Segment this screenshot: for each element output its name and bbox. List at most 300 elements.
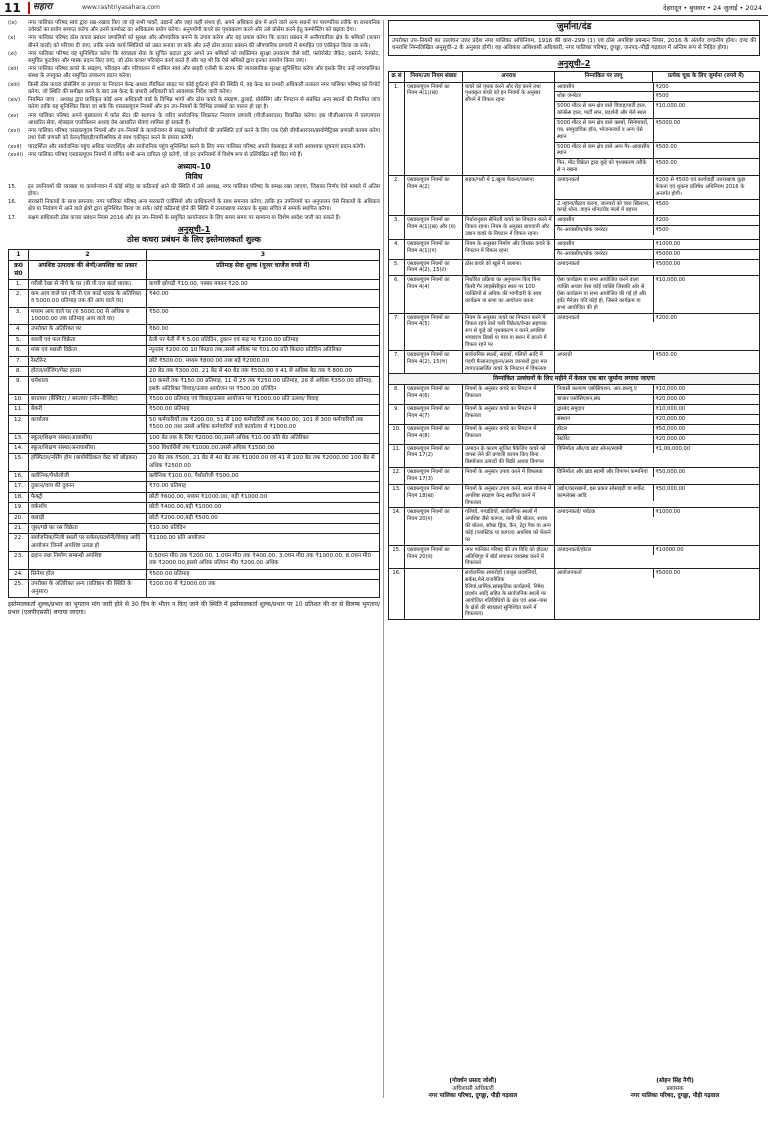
- row-category: कार्यालय: [29, 415, 147, 433]
- row-fine: ₹200 से ₹500 एवं कार्यवाही उत्तराखण्ड कूड़ा फेंकना एवं थूकना प्रतिषेध अधिनियम 2016 के अन्तर्गत होगी।: [653, 176, 759, 199]
- row-serial: 8.: [389, 385, 405, 405]
- row-applies: आवासीय: [555, 240, 653, 249]
- applies-fine-item: [555, 569, 759, 578]
- row-rule: एसडब्ल्यूएम नियमों का नियम 17(3): [405, 468, 463, 485]
- table-row: [9, 377, 380, 395]
- row-serial: 16.: [9, 472, 29, 482]
- table-row: [9, 534, 380, 552]
- row-applies: 5000 मीटर से कम क्षेत्र वाले अन्य गैर–आवासीय स्थान: [555, 142, 653, 159]
- row-serial: 19.: [9, 503, 29, 513]
- row-serial: 22.: [9, 534, 29, 552]
- row-offence: गलियों, पगडंडियों, सार्वजनिक स्थलों में अपशिष्ट जैसे कागज, पानी की बोतल, शराब की बोतल, सॉफ्ट ड्रिंक, कैन, टेट्रा पैक या अन्य कोई (प्लास्टिक या कागज) अपशिष्ट को फेंकने पर: [463, 508, 555, 545]
- page-header: [0, 0, 768, 16]
- signature-block: [388, 1078, 760, 1101]
- applies-fine-item: [555, 445, 759, 454]
- clause-number: (xiv): [8, 97, 21, 104]
- penalty-row: [389, 239, 760, 259]
- col-number: 2: [29, 249, 147, 260]
- row-fine: ₹500.00: [653, 142, 759, 159]
- row-fee: छोटी ₹200.00,बड़ी ₹500.00: [147, 513, 380, 523]
- applies-fine-item: [555, 385, 759, 394]
- row-applies-cell: [555, 484, 760, 508]
- row-fee: ₹500.00 प्रतिमाह: [147, 569, 380, 579]
- row-fee: 500 विधार्थियों तक ₹1000.00,उससे अधिक ₹1500.00: [147, 443, 380, 453]
- row-serial: 24.: [9, 569, 29, 579]
- row-fine: ₹500: [655, 227, 669, 234]
- row-applies: ऐसा कार्यक्रम या सभा आयोजित करने वाला व्यक्ति अथवा ऐसा कोई व्यक्ति जिसकी ओर से ऐसा कार्यक्रम या सभा आयोजित की गई हो और इवेंट मैनेजर यदि कोई हो, जिसने कार्यक्रम या सभा आयोजित की हो: [555, 276, 653, 312]
- row-applies-cell: [555, 405, 760, 425]
- penalty-row: [389, 276, 760, 313]
- applies-fine-item: [555, 92, 759, 102]
- clause-text: सरकारी निकायों के साथ समन्वय: नगर पालिका परिषद अन्य सरकारी एजेंसियों और प्राधिकरणों के साथ समन्वय करेगा, ताकि इन उपनियमों का अनुपालन ऐसे निकायों के अधिकार क्षेत्र या नियंत्रण में आने वाले क्षेत्रों द्वारा सुनिश्चित किया जा सके। कोई कठिनाई होने की स्थिति में उत्तराखण्ड सरकार के मुख्य सचिव से सम्पर्क स्थापित करेगा।: [28, 199, 380, 213]
- clause-number: (xvii): [8, 143, 22, 150]
- row-serial: 1.: [9, 279, 29, 289]
- row-fine: ₹10,000.00: [653, 385, 759, 394]
- row-fine: ₹1000.00: [655, 509, 681, 516]
- penalty-row: [389, 350, 760, 374]
- clause-item: [8, 215, 380, 222]
- table-row: [9, 569, 380, 579]
- row-applies: आयोजनकर्ता: [555, 569, 653, 578]
- row-rule: एसडब्ल्यूएम नियमों का नियम 4(4): [405, 276, 463, 313]
- row-applies: विनिर्माता और ब्रांड स्वामी और विपणन कम्पनियां: [555, 468, 653, 477]
- header-serial: क्र सं: [389, 72, 405, 82]
- row-serial: 13.: [9, 433, 29, 443]
- row-fee: 20 बेड तक ₹300.00, 21 बेड से 40 बेड तक ₹500.00 व 41 से अधिक बेड तक ₹ 800.00: [147, 366, 380, 376]
- row-category: सार्वजनिक/निजी स्थलों पर सर्कस/प्रदर्शनी/विवाह आदि आयोजन जिनमें अपशिष्ट उत्पन्न हो: [29, 534, 147, 552]
- table-row: [9, 552, 380, 570]
- row-applies: अपराधी: [555, 351, 653, 360]
- row-fee: क्लीनिक ₹100.00, पैथोलोजी ₹500.00: [147, 472, 380, 482]
- row-fee: न्यूनतम ₹200.00 10 किग्रा0 तक,उससे अधिक पर ₹01.00 प्रति किग्रा0 प्रतिदिन अतिरिक्त: [147, 346, 380, 356]
- row-serial: 15.: [9, 454, 29, 472]
- row-category: स्कूल/शिक्षण संस्था(आवासीय): [29, 433, 147, 443]
- row-applies: फिर, मीट विक्रेता द्वारा कूड़े को पृथक्करण तरीके से न रखना: [555, 159, 653, 175]
- clause-item: [8, 184, 380, 198]
- table-row: [9, 482, 380, 492]
- row-applies: 5000 मीटर से कम क्षेत्र वाले विवाह/पार्टी हाल, कॉन्फ्रेंस हाल, पार्टी लान, प्रदर्शनी और मेले स्थल: [555, 102, 653, 119]
- row-applies: आवासीय: [555, 216, 653, 225]
- row-offence: निर्धारानुसार सैनिटरी कचरे का निपटान करने में विफल रहना। नियम के अनुसार बागवानी और उद्यान कचरे के निपटान में विफल रहना।: [463, 216, 555, 240]
- row-category: मांस एवं मछली विक्रेता: [29, 346, 147, 356]
- row-fee: ₹60.00: [147, 325, 380, 335]
- row-serial: 5.: [389, 259, 405, 276]
- row-fee: 20 बेड तक ₹500, 21 बेड से 40 बेड तक ₹1000.00 एवं 41 से 100 बेड तक ₹2000.00 100 बेड से अधिक ₹2500.00: [147, 454, 380, 472]
- signatory-org: नगर पालिका परिषद, दुगड्डा, पौड़ी गढ़वाल: [428, 1093, 518, 1100]
- row-serial: 9.: [9, 377, 29, 395]
- row-fine: ₹5000.00: [655, 570, 681, 577]
- penalty-row: [389, 484, 760, 508]
- row-serial: 7.: [389, 313, 405, 350]
- clause-item: [8, 144, 380, 151]
- row-offence: कचरे को पृथक करने और रोड़ करने तथा पृथक्कृत कचरे को इन नियमों के अनुसार सौंपने में विफल रहना: [463, 82, 555, 175]
- row-applies-cell: [555, 259, 760, 276]
- row-offence: ठोस कचरे को खुले में जलाना।: [463, 259, 555, 276]
- row-serial: 5.: [9, 335, 29, 345]
- row-fee: ₹50.00: [147, 307, 380, 325]
- row-fine: ₹5000.00: [653, 118, 759, 142]
- clause-number: (xvi): [8, 128, 21, 135]
- clause-text: सक्षम प्राधिकारी ठोस कचरा प्रबंधन नियम 2016 और इन उप–नियमों के समुचित कार्यान्वयन के लिए समय समय पर सामान्य या विशेष आदेश जारी कर सकते हैं।: [28, 214, 341, 221]
- applies-fine-item: [555, 485, 759, 501]
- row-fee: ₹1100.00 प्रति आयोजन: [147, 534, 380, 552]
- clause-item: [8, 51, 380, 65]
- row-fee: छोटे ₹500.00, मध्यम ₹800.00 तथा बड़े ₹2000.00: [147, 356, 380, 366]
- clause-item: [8, 152, 380, 159]
- clause-number: (xiii): [8, 81, 20, 88]
- table-row: [9, 346, 380, 356]
- dateline: देहरादून • बुधवार • 24 जुलाई • 2024: [663, 4, 762, 12]
- penalty-row: [389, 313, 760, 350]
- row-serial: 11.: [9, 405, 29, 415]
- table-row: [9, 325, 380, 335]
- table-row: [9, 307, 380, 325]
- clause-number: (x): [8, 35, 16, 42]
- row-serial: 14.: [389, 508, 405, 545]
- penalty-row: [389, 405, 760, 425]
- applies-fine-item: [555, 260, 759, 269]
- row-serial: 20.: [9, 513, 29, 523]
- row-rule: एसडब्ल्यूएम नियमों का नियम 18(ख): [405, 484, 463, 508]
- row-serial: 3.: [9, 307, 29, 325]
- table-row: [9, 443, 380, 453]
- applies-fine-list: [555, 569, 759, 578]
- applies-fine-list: [555, 425, 759, 444]
- row-category: गरीबी रेखा से नीचे के घर (बी.पी.एल कार्ड धारक): [29, 279, 147, 289]
- row-fine: ₹1,00,000.00: [655, 445, 691, 452]
- row-applies: गैर–आवासीय/थोक जनरेटर: [555, 249, 653, 258]
- schedule1-title: अनुसूची–1: [177, 224, 211, 234]
- row-applies-cell: [555, 508, 760, 545]
- applies-fine-list: [555, 351, 759, 360]
- clause-number: (xv): [8, 112, 19, 119]
- applies-fine-item: [555, 199, 759, 215]
- row-rule: एसडब्ल्यूएम नियमों का नियम 4(2), 15(ण): [405, 350, 463, 374]
- clause-list: [8, 20, 380, 159]
- table-row: [9, 289, 380, 307]
- penalty-table: [388, 71, 760, 620]
- row-rule: एसडब्ल्यूएम नियमों का नियम 4(2): [405, 176, 463, 216]
- clause-number: 17.: [8, 214, 17, 221]
- applies-fine-item: [555, 405, 759, 414]
- row-category: कबाड़ी: [29, 513, 147, 523]
- penalty-row: [389, 385, 760, 405]
- row-serial: 13.: [389, 484, 405, 508]
- applies-fine-item: [555, 276, 759, 312]
- applies-fine-item: [555, 351, 759, 360]
- clause-item: [8, 66, 380, 80]
- row-serial: 7.: [389, 350, 405, 374]
- row-offence: नियमों के अनुसार उपाय करने में विफलता: [463, 468, 555, 485]
- clause-text: नगर पालिका परिषद एसडब्ल्यूएम नियमों में वर्णित सभी अन्य दायित्व पूरे करेगी, जो इन उपनियमों में विशेष रूप से उल्लिखित नहीं किए गये हैं।: [28, 151, 303, 158]
- row-offence: नगर पालिका परिषद की उप विधि को होटल/अतिथिगृह में बोर्ड लगाकर व्यवस्था करने में विफलता: [463, 545, 555, 569]
- table-row: [9, 503, 380, 513]
- row-applies: विनिर्माता और/या ब्रांड ओनर/स्वामी: [555, 445, 653, 454]
- row-category: जूस/गन्ने का रस विक्रेता: [29, 523, 147, 533]
- row-category: बरातघर (बैंक्विट) / बरातघर (नॉन–बैंक्विट): [29, 395, 147, 405]
- table-row: [9, 366, 380, 376]
- row-applies: संस्थान: [555, 414, 653, 423]
- website-link[interactable]: www.rashtriyasahara.com: [82, 4, 161, 11]
- row-fine: ₹10,000.00: [655, 277, 686, 284]
- applies-fine-item: [555, 226, 759, 235]
- row-serial: 21.: [9, 523, 29, 533]
- table-row: [9, 472, 380, 482]
- applies-fine-item: [555, 159, 759, 175]
- applies-fine-list: [555, 508, 759, 517]
- newspaper-logo: सहारा: [28, 2, 52, 14]
- row-category: मध्यम आय वाले घर (रु 5000.00 से अधिक रु 10000.00 तक प्रतिमाह आय वाले घर): [29, 307, 147, 325]
- row-applies: 5000 मीटर से कम क्षेत्र वाले क्लबों, सिनेमाघरों, पब, सामुदायिक हॉल, भोजनालयों व अन्य ऐसे स्थान: [555, 118, 653, 142]
- applies-fine-item: [555, 118, 759, 142]
- row-fee: ₹40.00: [147, 289, 380, 307]
- applies-fine-list: [555, 276, 759, 312]
- clause-item: [8, 113, 380, 127]
- row-applies-cell: [555, 424, 760, 444]
- signatory-name: (गोवर्धन प्रसाद जोशी): [449, 1078, 497, 1084]
- signatory-org: नगर पालिका परिषद, दुगड्डा, पौड़ी गढ़वाल: [630, 1093, 720, 1100]
- penalty-row: [389, 569, 760, 620]
- table-row: [9, 356, 380, 366]
- clause-text: नगर पालिका परिषद स्वयं द्वारा रख–रखाव किए जा रहे सभी पार्कों, उद्यानों और जहां कहीं संभव हो, अपने अधिकार क्षेत्र में आने वाले अन्य स्थानों पर पारम्परिक तरीके या रासायनिक उर्वरकों का प्रयोग समाप्त करेगा और उनमें कम्पोस्ट का अधिकतम प्रयोग करेगा। अनुपयोगी कचरे का पृथक्करण करने और उसे प्रोसेस करने हेतु कम्पोस्टिंग को बढ़ावा देगा।: [28, 20, 380, 34]
- applies-fine-list: [555, 468, 759, 477]
- row-applies-cell: [555, 216, 760, 240]
- clause-item: [8, 82, 380, 96]
- row-offence: नियमों के अनुसार कचरे का निपटान में विफलता: [463, 385, 555, 405]
- clause-number: (xii): [8, 66, 19, 73]
- applies-fine-item: [555, 468, 759, 477]
- row-fine: ₹20,000.00: [655, 415, 686, 422]
- row-category: वर्कशॉप: [29, 503, 147, 513]
- clause-number: (ix): [8, 20, 17, 26]
- row-serial: 18.: [9, 492, 29, 502]
- penalty-row: [389, 216, 760, 240]
- row-category: दुकान/चाय की दुकान: [29, 482, 147, 492]
- row-fee: ₹70.00 प्रतिमाह: [147, 482, 380, 492]
- row-applies-cell: [555, 385, 760, 405]
- table-row: [9, 405, 380, 415]
- row-fee: ₹500.00 प्रतिमाह: [147, 405, 380, 415]
- applies-fine-list: [555, 260, 759, 269]
- row-fine: ₹500: [653, 92, 759, 102]
- header-applies: निम्नांकित पर लागू: [555, 72, 653, 82]
- row-fee: ₹200.00 से ₹2000.00 तक: [147, 580, 380, 598]
- row-offence: नियमों के अनुसार कचरे का निपटान में विफलता: [463, 424, 555, 444]
- applies-fine-list: [555, 405, 759, 424]
- row-applies: उद्योग/कारखानों, इस प्रकार सोसाइटी या मार्केट काम्प्लेक्स आदि: [555, 485, 653, 501]
- row-applies: निवासी कल्याण एसोसिएशन, आर.डब्ल्यू.ए: [555, 385, 653, 394]
- row-applies-cell: [555, 82, 760, 175]
- clause-item: [8, 128, 380, 142]
- clause-text: नियमित जांच : अध्यक्ष द्वारा प्राधिकृत कोई अन्य अधिकारी वार्ड के विभिन्न भागों और ठोस कचरे के संग्रहण, ढुलाई, प्रोसेसिंग और निपटान से संबंधित अन्य स्थानों की नियमित जांच करेगा ताकि यह सुनिश्चित किया जा सके कि एसडब्ल्यूएम नियमों और इन उप–नियमों के विभिन्न उपबंधों का पालन हो रहा है।: [28, 97, 380, 111]
- row-fine: ₹10000.00: [655, 546, 684, 553]
- applies-fine-list: [555, 83, 759, 175]
- row-rule: एसडब्ल्यूएम नियमों का नियम 4(6): [405, 385, 463, 405]
- penalty-row: [389, 82, 760, 175]
- col-number: 3: [147, 249, 380, 260]
- clause-text: नगर पालिका परिषद कचरे के संग्रहण, परिवहन और परिचालन में शामिल स्वयं और बाहरी एजेंसी के स्टाफ की व्यावसायिक सुरक्षा सुनिश्चित करेगा और इसके लिए उन्हें नगरपालिका संस्था के उपयुक्त और समुचित उपकरण प्रदान करेगा।: [28, 66, 380, 80]
- row-category: धर्मशाला: [29, 377, 147, 395]
- row-category: सिनेमा हॉल: [29, 569, 147, 579]
- row-serial: 3.: [389, 216, 405, 240]
- row-serial: 10.: [9, 395, 29, 405]
- row-category: कम आय वाले घर (पी.पी.एल कार्ड धारक के अतिरिक्त व 5000.00 प्रतिमाह तक की आय वाले घर): [29, 289, 147, 307]
- clause-number: (xviii): [8, 151, 24, 158]
- row-fine: ₹200.00: [655, 314, 677, 321]
- table-row: [9, 279, 380, 289]
- clause-text: पारदर्शिता और सार्वजनिक पहुंच अधिक पारदर्शिता और सार्वजनिक पहुंच सुनिश्चित करने के लिए नगर पालिका परिषद अपनी वेबसाइट से सारी आवश्यक सूचनाएं प्रदान करेगी।: [28, 143, 366, 150]
- table-row: [9, 433, 380, 443]
- row-serial: 12.: [389, 468, 405, 485]
- row-applies: होटल: [555, 425, 653, 434]
- row-applies-cell: [555, 444, 760, 468]
- table-row: [9, 335, 380, 345]
- row-fine: ₹5000.00: [655, 260, 681, 267]
- row-applies: उत्पादनकर्ता: [555, 260, 653, 269]
- col-number: 1: [9, 249, 29, 260]
- row-applies: द्वारबंद समुदाय: [555, 405, 653, 414]
- row-rule: एसडब्ल्यूएम नियमों का नियम 4(5): [405, 313, 463, 350]
- row-rule: एसडब्ल्यूएम नियमों का नियम 4(2), 15(ट): [405, 259, 463, 276]
- row-applies: उत्पादनकर्ता/होटल: [555, 546, 653, 555]
- row-rule: एसडब्ल्यूएम नियमों का नियम 4(1)(ख): [405, 82, 463, 175]
- signatory-name: (सोहन सिंह नैगी): [656, 1078, 694, 1084]
- row-category: उपरोक्त के अतिरिक्त अन्य (प्रतिष्ठान की स्थिति के अनुसार): [29, 580, 147, 598]
- row-rule: एसडब्ल्यूएम नियमों का नियम 4(1)(ग): [405, 239, 463, 259]
- header-rule: नियम/उप नियम संख्या: [405, 72, 463, 82]
- row-fee: ₹500.00 प्रतिमाह एवं विवाह/उत्सव आयोजन पर ₹1000.00 प्रति उत्सव/ विवाह: [147, 395, 380, 405]
- row-rule: एसडब्ल्यूएम नियमों का नियम 20(ग): [405, 508, 463, 545]
- applies-fine-list: [555, 216, 759, 235]
- row-fine: ₹10,000.00: [653, 102, 759, 119]
- table-row: [9, 454, 380, 472]
- row-category: रेस्टोरेन्ट: [29, 356, 147, 366]
- row-serial: 8.: [9, 366, 29, 376]
- row-serial: 4.: [389, 239, 405, 259]
- row-rule: एसडब्ल्यूएम नियमों का नियम 4(8): [405, 424, 463, 444]
- applies-fine-list: [555, 546, 759, 555]
- applies-fine-list: [555, 485, 759, 501]
- row-serial: 25.: [9, 580, 29, 598]
- row-fine: ₹1000.00: [653, 240, 759, 249]
- clause-number: 15.: [8, 183, 17, 190]
- row-applies-cell: [555, 350, 760, 374]
- row-serial: 6.: [389, 276, 405, 313]
- row-applies: रेस्टोरेंट: [555, 434, 653, 443]
- row-fee: 50 कर्मचारियों तक ₹200.00, 51 से 100 कर्मचारियों तक ₹400.00, 101 से 300 कर्मचारियों तक ₹500.00 तथा उससे अधिक कर्मचारियों वाले कार्यालय से ₹1000.00: [147, 415, 380, 433]
- applies-fine-item: [555, 395, 759, 404]
- penalty-row: [389, 444, 760, 468]
- header-fine: प्रत्येक चूक के लिए जुर्माना (रुपये में): [653, 72, 760, 82]
- applies-fine-item: [555, 434, 759, 443]
- row-fine: ₹500: [655, 200, 669, 207]
- page-number: 11: [4, 1, 21, 15]
- applies-fine-item: [555, 314, 759, 323]
- schedule2-title: अनुसूची–2: [557, 58, 591, 68]
- row-serial: 1.: [389, 82, 405, 175]
- row-fine: ₹200: [653, 83, 759, 92]
- row-applies: 2.नहाना/बैठाय करना, जानवरों को चारा खिलाना, कपड़े धोना, वाहन धोना/रोड नालों में बहाना: [555, 199, 653, 215]
- chapter-subtitle: विविध: [185, 171, 203, 181]
- table-row: [9, 523, 380, 533]
- row-offence: नियम के अनुसार निर्माण और विध्वंस कचरे के निपटान में विफल रहना: [463, 239, 555, 259]
- row-fee: कच्ची झोपड़ी ₹10.00, पक्का मकान ₹20.00: [147, 279, 380, 289]
- clause-item: [8, 97, 380, 111]
- row-rule: एसडब्ल्यूएम नियमों का नियम 4(1)(ख) और (घ): [405, 216, 463, 240]
- row-category: क्लीनिक/पैथोलोजी: [29, 472, 147, 482]
- row-fee: 10 कमरों तक ₹150.00 प्रतिमाह, 11 से 25 तक ₹250.00 प्रतिमाह, 26 से अधिक ₹350.00 प्रतिमाह, इसके अतिरिक्त विवाह/उत्सव आयोजन पर ₹500.00 प्रतिदिन: [147, 377, 380, 395]
- row-applies: बाजार एसोसिएशन,संघ: [555, 395, 653, 404]
- applies-fine-item: [555, 414, 759, 423]
- applies-fine-item: [555, 176, 759, 199]
- applies-fine-item: [555, 240, 759, 249]
- row-serial: 2.: [389, 176, 405, 216]
- row-serial: 17.: [9, 482, 29, 492]
- row-fine: ₹500.00: [655, 160, 677, 167]
- applies-fine-item: [555, 216, 759, 225]
- clause-text: नगर पालिका परिषद यह सुनिश्चित करेगा कि स्वच्छता सेवा के सुचित प्रदाता द्वारा अपने उन श्रमिकों को व्यक्तिगत सुरक्षा उपकरण जैसे वर्दी, फ्लोरोसेंट जैकेट, दस्ताने, रेनकोट, समुचित फुटवेयर और मास्क प्रदान किए जाएं, जो ठोस कचरा परिवहन कार्य करते हैं और यह भी कि ऐसे श्रमिकों द्वारा इनका उपयोग किया जाए।: [28, 50, 380, 64]
- penalty-row: [389, 259, 760, 276]
- chapter-clause-list: [8, 184, 380, 222]
- clause-text: नगर पालिका परिषद अपने मुख्यालय में कॉल सेंटर की स्थापना के जरिए सार्वजनिक शिकायत निवारण प्रणाली (पीजीआरएस) विकसित करेगा। इस पीजीआरएस में एसएमएस आधारित सेवा, मोबाइल एप्लीकेशन अथवा वेब आधारित सेवाएं शामिल हो सकती हैं।: [28, 112, 380, 126]
- applies-fine-list: [555, 445, 759, 454]
- row-fee: 100 बेड तक के लिए ₹2000.00,उससे अधिक ₹10.00 प्रति बेड अतिरिक्त: [147, 433, 380, 443]
- applies-fine-item: [555, 142, 759, 159]
- table-row: [9, 395, 380, 405]
- applies-fine-item: [555, 508, 759, 517]
- monthly-fine-heading: निम्नांकित उल्लंघनों के लिए महीने में केवल एक बार जुर्माना लगाया जाएगा: [389, 374, 760, 385]
- row-rule: एसडब्ल्यूएम नियमों का नियम 20(घ): [405, 545, 463, 569]
- clause-item: [8, 35, 380, 49]
- row-offence: नियमों के अनुसार कचरे का निपटान में विफलता: [463, 405, 555, 425]
- row-offence: नियमों के अनुसार उपाय करने, स्थल योजना में अपशिष्ट संग्रहण केन्द्र स्थापित करने में विफलता: [463, 484, 555, 508]
- row-serial: 4.: [9, 325, 29, 335]
- row-category: सब्जी एवं फल विक्रेता: [29, 335, 147, 345]
- applies-fine-list: [555, 385, 759, 404]
- row-applies: थोक जनरेटर: [555, 92, 653, 102]
- row-applies: गैर–आवासीय/थोक जनरेटर: [555, 226, 653, 235]
- table-row: [9, 415, 380, 433]
- row-fine: ₹20,000.00: [655, 435, 686, 442]
- row-category: होटल/लॉजिंग/गेस्ट हाउस: [29, 366, 147, 376]
- row-applies-cell: [555, 176, 760, 216]
- signatory-designation: प्रशासक: [666, 1085, 684, 1092]
- row-offence: उत्पादन के कारण सुजित पैकेजिंग कचरे को वापस लेने की प्रणाली कायम किए बिना डिस्पोजल उत्पादों की बिक्री अथवा विपणन: [463, 444, 555, 468]
- row-serial: 23.: [9, 552, 29, 570]
- user-fee-table: [8, 249, 380, 598]
- row-serial: 10.: [389, 424, 405, 444]
- row-rule: एसडब्ल्यूएम नियमों का नियम 4(7): [405, 405, 463, 425]
- applies-fine-item: [555, 546, 759, 555]
- clause-text: इन उपनियमों की व्याख्या या कार्यान्वयन में कोई संदेह या कठिनाई आने की स्थिति में उसे अध्यक्ष, नगर पालिका परिषद के समक्ष रखा जाएगा, जिसका निर्णय ऐसे मामले में अंतिम होगा।: [28, 183, 380, 197]
- row-serial: 16.: [389, 569, 405, 620]
- table-row: [9, 580, 380, 598]
- clause-text: नगर पालिका परिषद ठोस कचरा प्रबंधन प्रणालियों को सुरक्षा और औपचारिक बनाने के उपाय करेगा और यह प्रयास करेगा कि कचरा प्रबंधन में अनौपचारिक क्षेत्र के श्रमिकों (कचरा बीनने वालों) को परिचय दी जाए, ताकि उनके कार्य स्थितियों को उन्नत बनाया जा सके और उन्हें ठोस कचरा प्रबंधन की औपचारिक प्रणाली में समाहित एवं एकीकृत किया जा सके।: [28, 35, 380, 49]
- row-fine: ₹200: [653, 216, 759, 225]
- row-fine: ₹10,000.00: [653, 405, 759, 414]
- fine-title: जुर्माना/दंड: [389, 21, 759, 36]
- chapter-title: अध्याय–10: [177, 161, 211, 171]
- row-category: स्कूल/शिक्षण संस्था(अनावासीय): [29, 443, 147, 453]
- clause-number: (xi): [8, 50, 17, 57]
- schedule1-subtitle: ठोस कचरा प्रबंधन के लिए इस्तेमालकर्ता शुल्क: [127, 235, 261, 245]
- header-fee: प्रतिमाह सेवा शुल्क (यूजर चार्जेज रुपये में): [147, 260, 380, 279]
- row-serial: 6.: [9, 346, 29, 356]
- row-offence: सड़क/गली में 1.खुला फेंकना/जलाना: [463, 176, 555, 216]
- clause-text: किसी ठोस कचरा प्रोसेसिंग या उपचार या निपटान केन्द्र अथवा लैंडफिल साइट पर कोई दुर्घटना होने की स्थिति में, वह केन्द्र का प्रभारी अधिकारी तत्काल नगर पालिका परिषद को रिपोर्ट करेगा, जो स्थिति की समीक्षा करने के बाद उस केन्द्र के प्रभारी अधिकारी को आवश्यक निर्देश जारी करेगा।: [28, 81, 380, 95]
- penalty-row: [389, 424, 760, 444]
- right-column: [388, 20, 760, 620]
